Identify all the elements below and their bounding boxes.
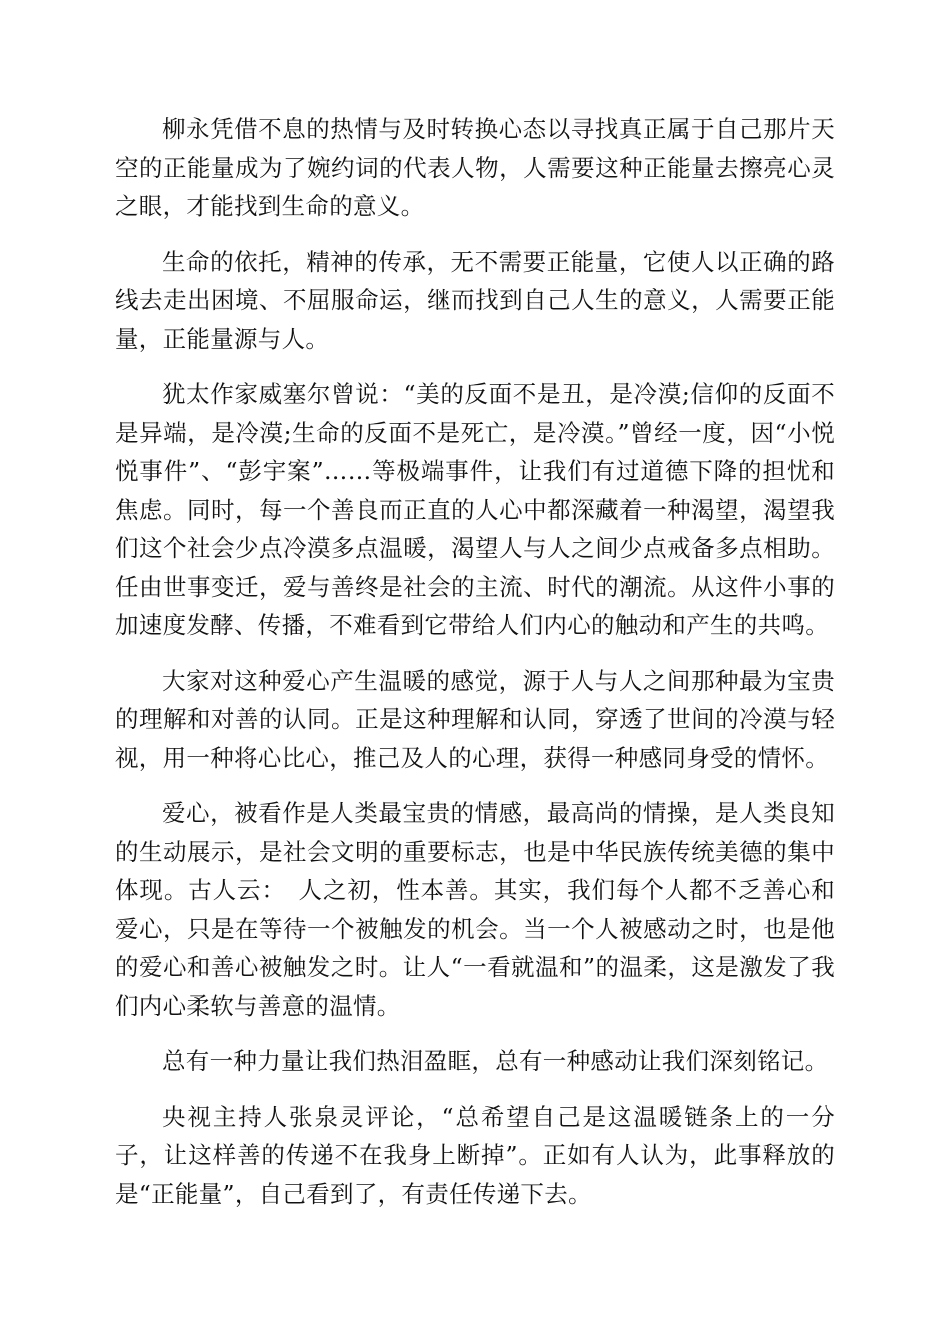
paragraph-7: 央视主持人张泉灵评论，“总希望自己是这温暖链条上的一分子，让这样善的传递不在我身上断掉”。正如有人认为，此事释放的是“正能量”，自己看到了，有责任传递下去。: [115, 1102, 835, 1208]
paragraph-2: 生命的依托，精神的传承，无不需要正能量，它使人以正确的路线去走出困境、不屈服命运，继而找到自己人生的意义，人需要正能量，正能量源与人。: [115, 247, 835, 353]
paragraph-1: 柳永凭借不息的热情与及时转换心态以寻找真正属于自己那片天空的正能量成为了婉约词的代表人物，人需要这种正能量去擦亮心灵之眼，才能找到生命的意义。: [115, 115, 835, 220]
document-body: [115, 110, 835, 1230]
paragraph-4: 大家对这种爱心产生温暖的感觉，源于人与人之间那种最为宝贵的理解和对善的认同。正是这种理解和认同，穿透了世间的冷漠与轻视，用一种将心比心，推己及人的心理，获得一种感同身受的情怀。: [115, 666, 835, 772]
paragraph-3: 犹太作家威塞尔曾说：“美的反面不是丑，是冷漠;信仰的反面不是异端，是冷漠;生命的反面不是死亡，是冷漠。”曾经一度，因“小悦悦事件”、“彭宇案”……等极端事件，让我们有过道德下降的担忧和焦虑。同时，每一个善良而正直的人心中都深藏着一种渴望，渴望我们这个社会少点冷漠多点温暖，渴望人与人之间少点戒备多点相助。任由世事变迁，爱与善终是社会的主流、时代的潮流。从这件小事的加速度发酵、传播，不难看到它带给人们内心的触动和产生的共鸣。: [115, 380, 835, 639]
paragraph-5: 爱心，被看作是人类最宝贵的情感，最高尚的情操，是人类良知的生动展示，是社会文明的重要标志，也是中华民族传统美德的集中体现。古人云： 人之初，性本善。其实，我们每个人都不乏善心和爱心，只是在等待一个被触发的机会。当一个人被感动之时，也是他的爱心和善心被触发之时。让人“一看就温和”的温柔，这是激发了我们内心柔软与善意的温情。: [115, 799, 835, 1020]
paragraph-6: 总有一种力量让我们热泪盈眶，总有一种感动让我们深刻铭记。: [162, 1047, 829, 1075]
